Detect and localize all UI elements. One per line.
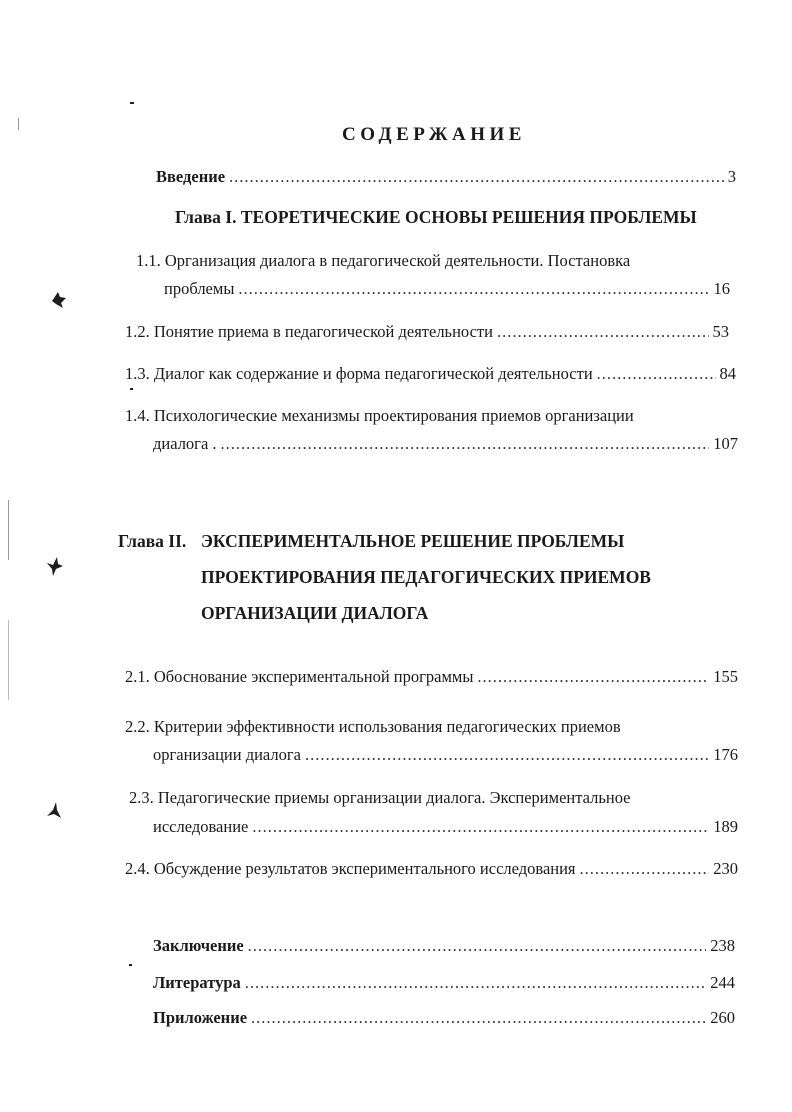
toc-page-number: 244 <box>710 973 735 992</box>
toc-entry-2-2 <box>153 745 738 765</box>
leader-dots <box>229 167 724 187</box>
toc-entry-label: 2.4. Обсуждение результатов экспериментального исследования <box>125 859 576 878</box>
toc-entry-label: организации диалога <box>153 745 301 764</box>
toc-page-number: 230 <box>713 859 738 878</box>
toc-page-number: 189 <box>713 817 738 836</box>
toc-entry-label: Заключение <box>153 936 244 955</box>
toc-entry-1-1 <box>164 279 730 299</box>
toc-page-number: 155 <box>713 667 738 686</box>
chapter-heading: Глава I. ТЕОРЕТИЧЕСКИЕ ОСНОВЫ РЕШЕНИЯ ПРОБЛЕМЫ <box>175 207 697 227</box>
toc-page-number: 3 <box>727 167 736 186</box>
toc-entry-2-3 <box>153 817 738 837</box>
toc-entry-1-3 <box>125 364 736 384</box>
toc-entry-label: проблемы <box>164 279 235 298</box>
leader-dots <box>305 745 709 765</box>
leader-dots <box>477 667 709 687</box>
toc-entry-label: Литература <box>153 973 241 992</box>
leader-dots <box>252 817 709 837</box>
toc-entry-appendix <box>153 1008 735 1028</box>
scan-edge-line <box>18 118 19 130</box>
toc-entry-label: 1.2. Понятие приема в педагогической деятельности <box>125 322 493 341</box>
leader-dots <box>238 279 709 299</box>
leader-dots <box>497 322 709 342</box>
scan-edge-line <box>8 500 9 560</box>
toc-page-number: 260 <box>710 1008 735 1027</box>
toc-entry-conclusion <box>153 936 735 956</box>
toc-entry-label: исследование <box>153 817 249 836</box>
leader-dots <box>251 1008 706 1028</box>
toc-entry-2-4 <box>125 859 738 879</box>
toc-entry-1-2 <box>125 322 729 342</box>
leader-dots <box>245 973 706 993</box>
scan-edge-line <box>8 620 9 700</box>
toc-page-number: 16 <box>713 279 730 298</box>
toc-entry-2-2-line1: 2.2. Критерии эффективности использования педагогических приемов <box>125 717 621 736</box>
scan-speck-icon <box>48 289 70 311</box>
toc-entry-label: Приложение <box>153 1008 248 1027</box>
toc-entry-label: Введение <box>156 167 226 186</box>
scan-speck <box>130 102 134 104</box>
toc-entry-literature <box>153 973 735 993</box>
chapter-heading-line: ОРГАНИЗАЦИИ ДИАЛОГА <box>201 603 429 623</box>
scan-speck <box>129 964 132 966</box>
leader-dots <box>221 434 710 454</box>
scan-speck-icon <box>44 555 66 577</box>
toc-entry-1-4-line1: 1.4. Психологические механизмы проектирования приемов организации <box>125 406 634 425</box>
toc-page-number: 53 <box>712 322 729 341</box>
toc-entry-2-3-line1: 2.3. Педагогические приемы организации диалога. Экспериментальное <box>129 788 631 807</box>
chapter-heading-prefix: Глава II. <box>118 531 187 551</box>
toc-entry-1-1-line1: 1.1. Организация диалога в педагогической деятельности. Постановка <box>136 251 631 270</box>
scan-speck <box>130 388 133 390</box>
toc-page-number: 238 <box>710 936 735 955</box>
toc-page-number: 84 <box>719 364 736 383</box>
chapter-heading-line: ЭКСПЕРИМЕНТАЛЬНОЕ РЕШЕНИЕ ПРОБЛЕМЫ <box>201 531 625 551</box>
scan-speck-icon <box>44 800 66 822</box>
page-title: СОДЕРЖАНИЕ <box>342 124 526 145</box>
toc-entry-intro <box>156 167 736 187</box>
toc-entry-label: 2.1. Обоснование экспериментальной программы <box>125 667 474 686</box>
toc-page-number: 107 <box>713 434 738 453</box>
toc-page-number: 176 <box>713 745 738 764</box>
chapter-heading-line: ПРОЕКТИРОВАНИЯ ПЕДАГОГИЧЕСКИХ ПРИЕМОВ <box>201 567 651 587</box>
toc-entry-2-1 <box>125 667 738 687</box>
toc-entry-label: диалога . <box>153 434 217 453</box>
toc-entry-1-4 <box>153 434 738 454</box>
leader-dots <box>248 936 707 956</box>
leader-dots <box>597 364 716 384</box>
leader-dots <box>580 859 710 879</box>
toc-entry-label: 1.3. Диалог как содержание и форма педагогической деятельности <box>125 364 593 383</box>
